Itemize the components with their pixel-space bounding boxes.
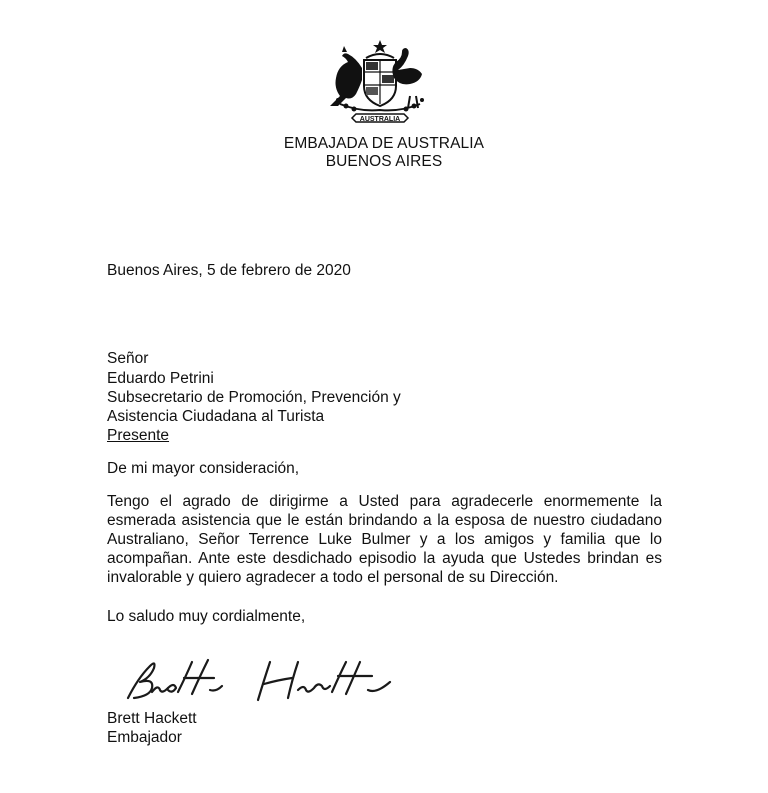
signer-name: Brett Hackett <box>107 710 197 727</box>
recipient-position-line2: Asistencia Ciudadana al Turista <box>107 408 325 425</box>
body-paragraph <box>107 492 662 587</box>
body-line: Tengo el agrado de dirigirme a Usted para agradecerle enormemente la <box>107 493 662 510</box>
body-line: acompañan. Ante este desdichado episodio la ayuda que Ustedes brindan es <box>107 550 662 567</box>
coat-of-arms-icon <box>320 38 440 130</box>
handwritten-signature <box>118 650 408 710</box>
body-line: esmerada asistencia que le están brindando a la esposa de nuestro ciudadano <box>107 512 662 529</box>
letterhead-city: BUENOS AIRES <box>325 153 443 170</box>
greeting: De mi mayor consideración, <box>107 460 300 477</box>
body-line: invalorable y quiero agradecer a todo el personal de su Dirección. <box>107 569 559 586</box>
closing-line: Lo saludo muy cordialmente, <box>107 608 306 625</box>
recipient-presente: Presente <box>107 427 170 444</box>
recipient-position-line1: Subsecretario de Promoción, Prevención y <box>107 389 401 406</box>
body-line: Australiano, Señor Terrence Luke Bulmer y a los amigos y familia que lo <box>107 531 662 548</box>
letterhead-embassy: EMBAJADA DE AUSTRALIA <box>283 135 485 152</box>
signer-title: Embajador <box>107 729 182 746</box>
letter-date: Buenos Aires, 5 de febrero de 2020 <box>107 262 351 279</box>
recipient-name: Eduardo Petrini <box>107 370 214 387</box>
recipient-title: Señor <box>107 350 149 367</box>
svg-text:AUSTRALIA: AUSTRALIA <box>359 116 401 123</box>
